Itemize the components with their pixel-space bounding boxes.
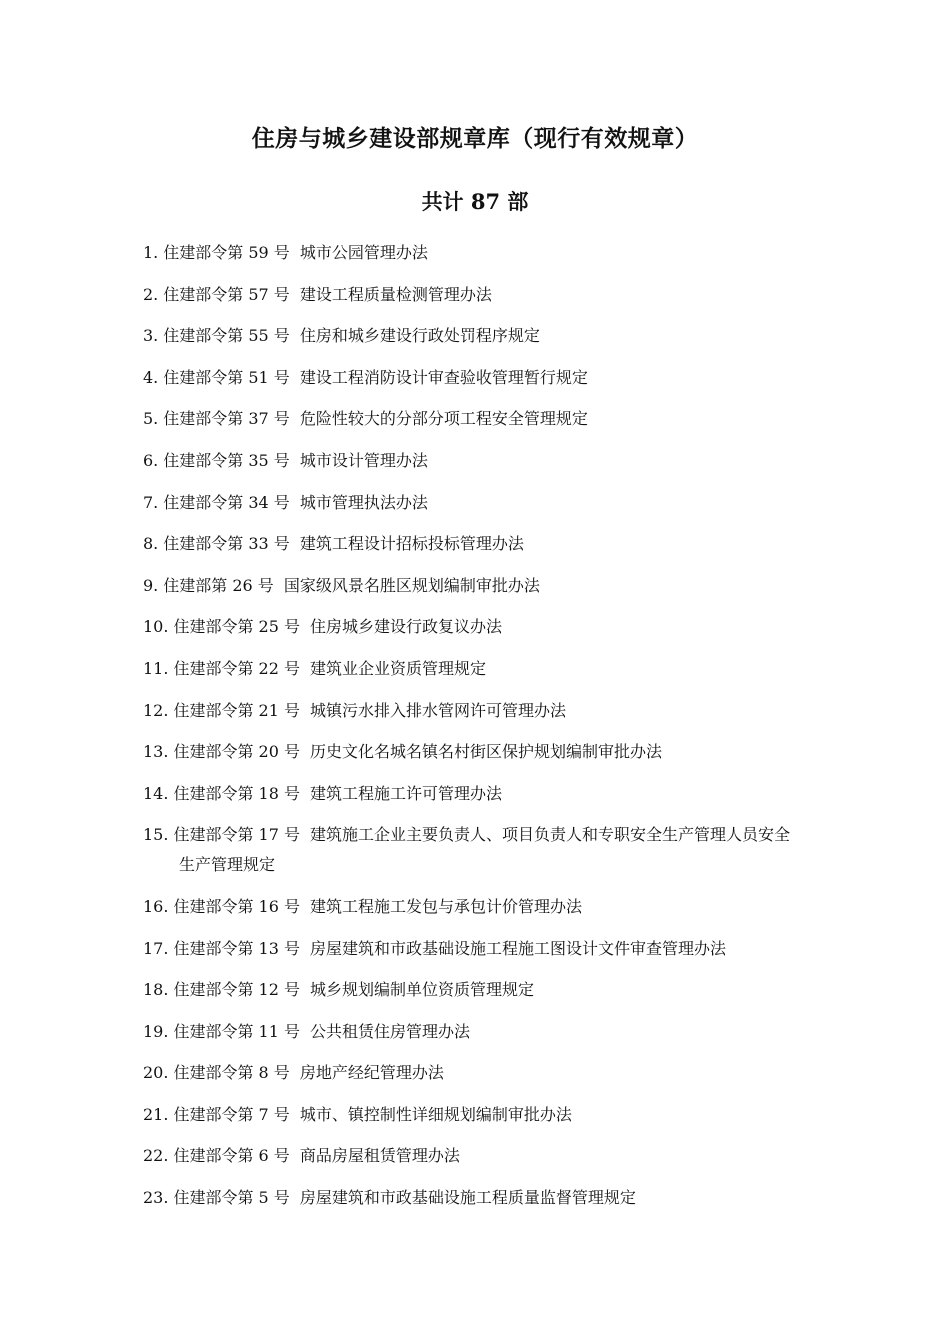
order-number: 住建部令第 18 号	[173, 783, 300, 803]
order-number: 住建部令第 16 号	[173, 896, 300, 916]
order-number: 住建部令第 17 号	[173, 825, 300, 845]
list-item	[143, 1017, 803, 1047]
item-number: 5.	[143, 409, 159, 429]
regulation-title: 房地产经纪管理办法	[299, 1063, 444, 1083]
item-number: 13.	[143, 742, 169, 762]
list-item	[143, 1058, 803, 1088]
list-item	[143, 238, 803, 268]
item-number: 9.	[143, 575, 159, 595]
order-number: 住建部令第 20 号	[173, 742, 300, 762]
list-item	[143, 363, 803, 393]
document-subtitle: 共计 87 部	[421, 189, 529, 214]
list-item	[143, 529, 803, 559]
order-number: 住建部令第 57 号	[163, 284, 290, 304]
regulation-title: 住房和城乡建设行政处罚程序规定	[299, 326, 540, 346]
item-number: 11.	[143, 658, 169, 678]
item-number: 17.	[143, 938, 169, 958]
item-number: 19.	[143, 1021, 169, 1041]
order-number: 住建部令第 21 号	[173, 700, 300, 720]
list-item	[143, 696, 803, 726]
order-number: 住建部令第 11 号	[173, 1021, 300, 1041]
item-number: 4.	[143, 367, 159, 387]
item-number: 2.	[143, 284, 159, 304]
list-item	[143, 446, 803, 476]
list-item	[143, 1141, 803, 1171]
document-title: 住房与城乡建设部规章库（现行有效规章）	[251, 125, 699, 152]
order-number: 住建部令第 6 号	[173, 1146, 290, 1166]
regulation-list	[143, 238, 803, 1225]
item-number: 10.	[143, 617, 169, 637]
regulation-title: 城市公园管理办法	[299, 243, 428, 262]
list-item	[143, 892, 803, 922]
order-number: 住建部令第 59 号	[163, 243, 290, 262]
item-number: 7.	[143, 492, 159, 512]
list-item	[143, 321, 803, 351]
list-item	[143, 488, 803, 518]
order-number: 住建部令第 34 号	[163, 492, 290, 512]
regulation-title: 危险性较大的分部分项工程安全管理规定	[299, 409, 588, 429]
order-number: 住建部令第 5 号	[173, 1188, 290, 1208]
item-number: 15.	[143, 825, 169, 845]
item-number: 12.	[143, 700, 169, 720]
list-item	[143, 975, 803, 1005]
item-number: 6.	[143, 450, 159, 470]
list-item	[143, 612, 803, 642]
order-number: 住建部令第 7 号	[173, 1104, 290, 1124]
item-number: 8.	[143, 534, 159, 554]
regulation-title: 住房城乡建设行政复议办法	[310, 617, 503, 637]
list-item	[143, 779, 803, 809]
regulation-title: 城市管理执法办法	[299, 492, 428, 512]
list-item	[143, 654, 803, 684]
regulation-title: 建筑工程施工许可管理办法	[310, 783, 503, 803]
regulation-title: 商品房屋租赁管理办法	[299, 1146, 460, 1166]
order-number: 住建部令第 55 号	[163, 326, 290, 346]
regulation-title: 建筑工程施工发包与承包计价管理办法	[310, 896, 583, 916]
list-item	[143, 280, 803, 310]
regulation-title: 建设工程质量检测管理办法	[299, 284, 492, 304]
regulation-title: 房屋建筑和市政基础设施工程质量监督管理规定	[299, 1188, 636, 1208]
list-item	[143, 737, 803, 767]
regulation-title: 建设工程消防设计审查验收管理暂行规定	[299, 367, 588, 387]
regulation-title: 建筑业企业资质管理规定	[310, 658, 487, 678]
item-number: 22.	[143, 1146, 169, 1166]
list-item	[143, 1100, 803, 1130]
regulation-title: 国家级风景名胜区规划编制审批办法	[283, 575, 540, 595]
item-number: 16.	[143, 896, 169, 916]
list-item	[143, 571, 803, 601]
regulation-title: 城乡规划编制单位资质管理规定	[310, 980, 535, 1000]
order-number: 住建部令第 8 号	[173, 1063, 290, 1083]
order-number: 住建部令第 12 号	[173, 980, 300, 1000]
item-number: 14.	[143, 783, 169, 803]
item-number: 21.	[143, 1104, 169, 1124]
order-number: 住建部令第 22 号	[173, 658, 300, 678]
regulation-title: 建筑工程设计招标投标管理办法	[299, 534, 524, 554]
order-number: 住建部令第 13 号	[173, 938, 300, 958]
order-number: 住建部令第 37 号	[163, 409, 290, 429]
list-item	[143, 404, 803, 434]
regulation-title: 公共租赁住房管理办法	[310, 1021, 471, 1041]
list-item	[143, 820, 803, 880]
item-number: 1.	[143, 243, 159, 262]
item-number: 3.	[143, 326, 159, 346]
order-number: 住建部第 26 号	[163, 575, 274, 595]
list-item	[143, 1183, 803, 1213]
order-number: 住建部令第 25 号	[173, 617, 300, 637]
list-item	[143, 934, 803, 964]
item-number: 18.	[143, 980, 169, 1000]
item-number: 20.	[143, 1063, 169, 1083]
regulation-title: 房屋建筑和市政基础设施工程施工图设计文件审查管理办法	[310, 938, 727, 958]
regulation-title: 历史文化名城名镇名村街区保护规划编制审批办法	[310, 742, 663, 762]
order-number: 住建部令第 33 号	[163, 534, 290, 554]
order-number: 住建部令第 35 号	[163, 450, 290, 470]
item-number: 23.	[143, 1188, 169, 1208]
regulation-title: 建筑施工企业主要负责人、项目负责人和专职安全生产管理人员安全生产管理规定	[179, 825, 791, 875]
order-number: 住建部令第 51 号	[163, 367, 290, 387]
regulation-title: 城镇污水排入排水管网许可管理办法	[310, 700, 567, 720]
regulation-title: 城市设计管理办法	[299, 450, 428, 470]
regulation-title: 城市、镇控制性详细规划编制审批办法	[299, 1104, 572, 1124]
